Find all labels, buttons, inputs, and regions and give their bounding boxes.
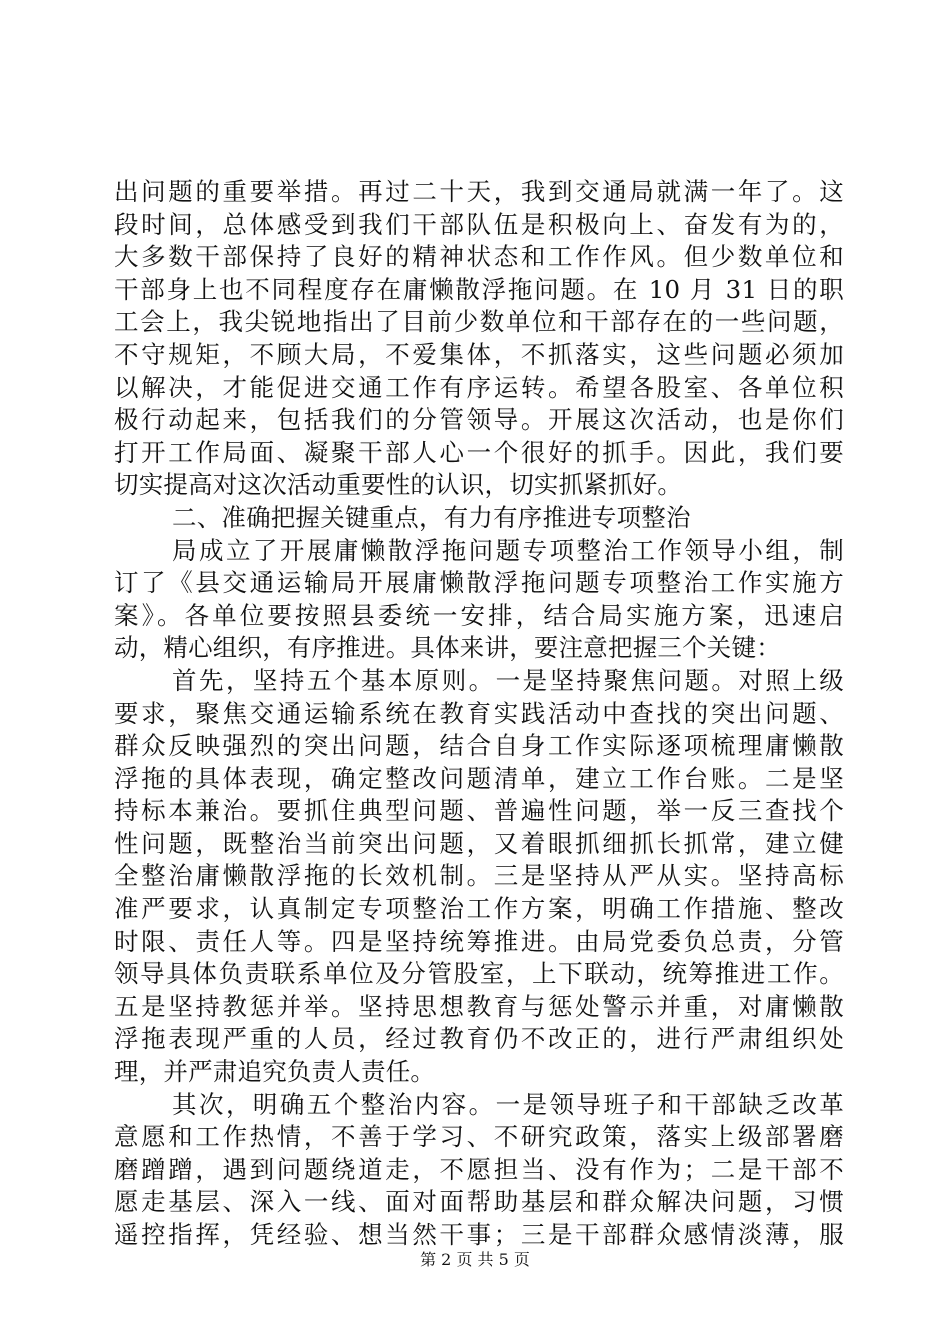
text-line: 五是坚持教惩并举。坚持思想教育与惩处警示并重，对庸懒散 — [114, 991, 844, 1021]
text-line: 愿走基层、深入一线、面对面帮助基层和群众解决问题，习惯 — [114, 1187, 844, 1217]
text-line: 切实提高对这次活动重要性的认识，切实抓紧抓好。 — [114, 470, 683, 500]
text-line: 领导具体负责联系单位及分管股室，上下联动，统筹推进工作。 — [114, 959, 844, 989]
text-line: 极行动起来，包括我们的分管领导。开展这次活动，也是你们 — [114, 405, 844, 435]
page-footer: 第 2 页 共 5 页 — [420, 1250, 530, 1269]
text-line: 性问题，既整治当前突出问题，又着眼抓细抓长抓常，建立健 — [114, 828, 844, 858]
text-line: 干部身上也不同程度存在庸懒散浮拖问题。在 10 月 31 日的职 — [114, 274, 844, 304]
text-line: 工会上，我尖锐地指出了目前少数单位和干部存在的一些问题， — [114, 307, 844, 337]
text-line: 段时间，总体感受到我们干部队伍是积极向上、奋发有为的， — [114, 209, 844, 239]
text-line: 群众反映强烈的突出问题，结合自身工作实际逐项梳理庸懒散 — [114, 731, 844, 761]
text-line: 案》。各单位要按照县委统一安排，结合局实施方案，迅速启 — [114, 600, 844, 630]
document-body — [114, 176, 844, 1252]
text-line: 意愿和工作热情，不善于学习、不研究政策，落实上级部署磨 — [114, 1122, 844, 1152]
text-line: 打开工作局面、凝聚干部人心一个很好的抓手。因此，我们要 — [114, 437, 844, 467]
text-line: 浮拖的具体表现，确定整改问题清单，建立工作台账。二是坚 — [114, 763, 844, 793]
text-line: 持标本兼治。要抓住典型问题、普遍性问题，举一反三查找个 — [114, 796, 844, 826]
text-line: 首先，坚持五个基本原则。一是坚持聚焦问题。对照上级 — [172, 665, 844, 695]
text-line: 订了《县交通运输局开展庸懒散浮拖问题专项整治工作实施方 — [114, 568, 844, 598]
text-line: 磨蹭蹭，遇到问题绕道走，不愿担当、没有作为；二是干部不 — [114, 1154, 844, 1184]
text-line: 遥控指挥，凭经验、想当然干事；三是干部群众感情淡薄，服 — [114, 1220, 844, 1249]
text-line: 时限、责任人等。四是坚持统筹推进。由局党委负总责，分管 — [114, 926, 844, 956]
text-line: 其次，明确五个整治内容。一是领导班子和干部缺乏改革 — [172, 1089, 844, 1119]
text-line: 动，精心组织，有序推进。具体来讲，要注意把握三个关键： — [114, 633, 781, 663]
text-line: 二、准确把握关键重点，有力有序推进专项整治 — [172, 502, 691, 532]
text-line: 全整治庸懒散浮拖的长效机制。三是坚持从严从实。坚持高标 — [114, 861, 844, 891]
text-line: 出问题的重要举措。再过二十天，我到交通局就满一年了。这 — [114, 177, 844, 206]
text-line: 局成立了开展庸懒散浮拖问题专项整治工作领导小组，制 — [172, 535, 844, 565]
text-line: 不守规矩，不顾大局，不爱集体，不抓落实，这些问题必须加 — [114, 339, 844, 369]
text-line: 浮拖表现严重的人员，经过教育仍不改正的，进行严肃组织处 — [114, 1024, 844, 1054]
text-line: 理，并严肃追究负责人责任。 — [114, 1057, 436, 1087]
text-line: 以解决，才能促进交通工作有序运转。希望各股室、各单位积 — [114, 372, 844, 402]
text-line: 大多数干部保持了良好的精神状态和工作作风。但少数单位和 — [114, 242, 844, 272]
text-line: 准严要求，认真制定专项整治工作方案，明确工作措施、整改 — [114, 894, 844, 924]
text-line: 要求，聚焦交通运输系统在教育实践活动中查找的突出问题、 — [114, 698, 844, 728]
